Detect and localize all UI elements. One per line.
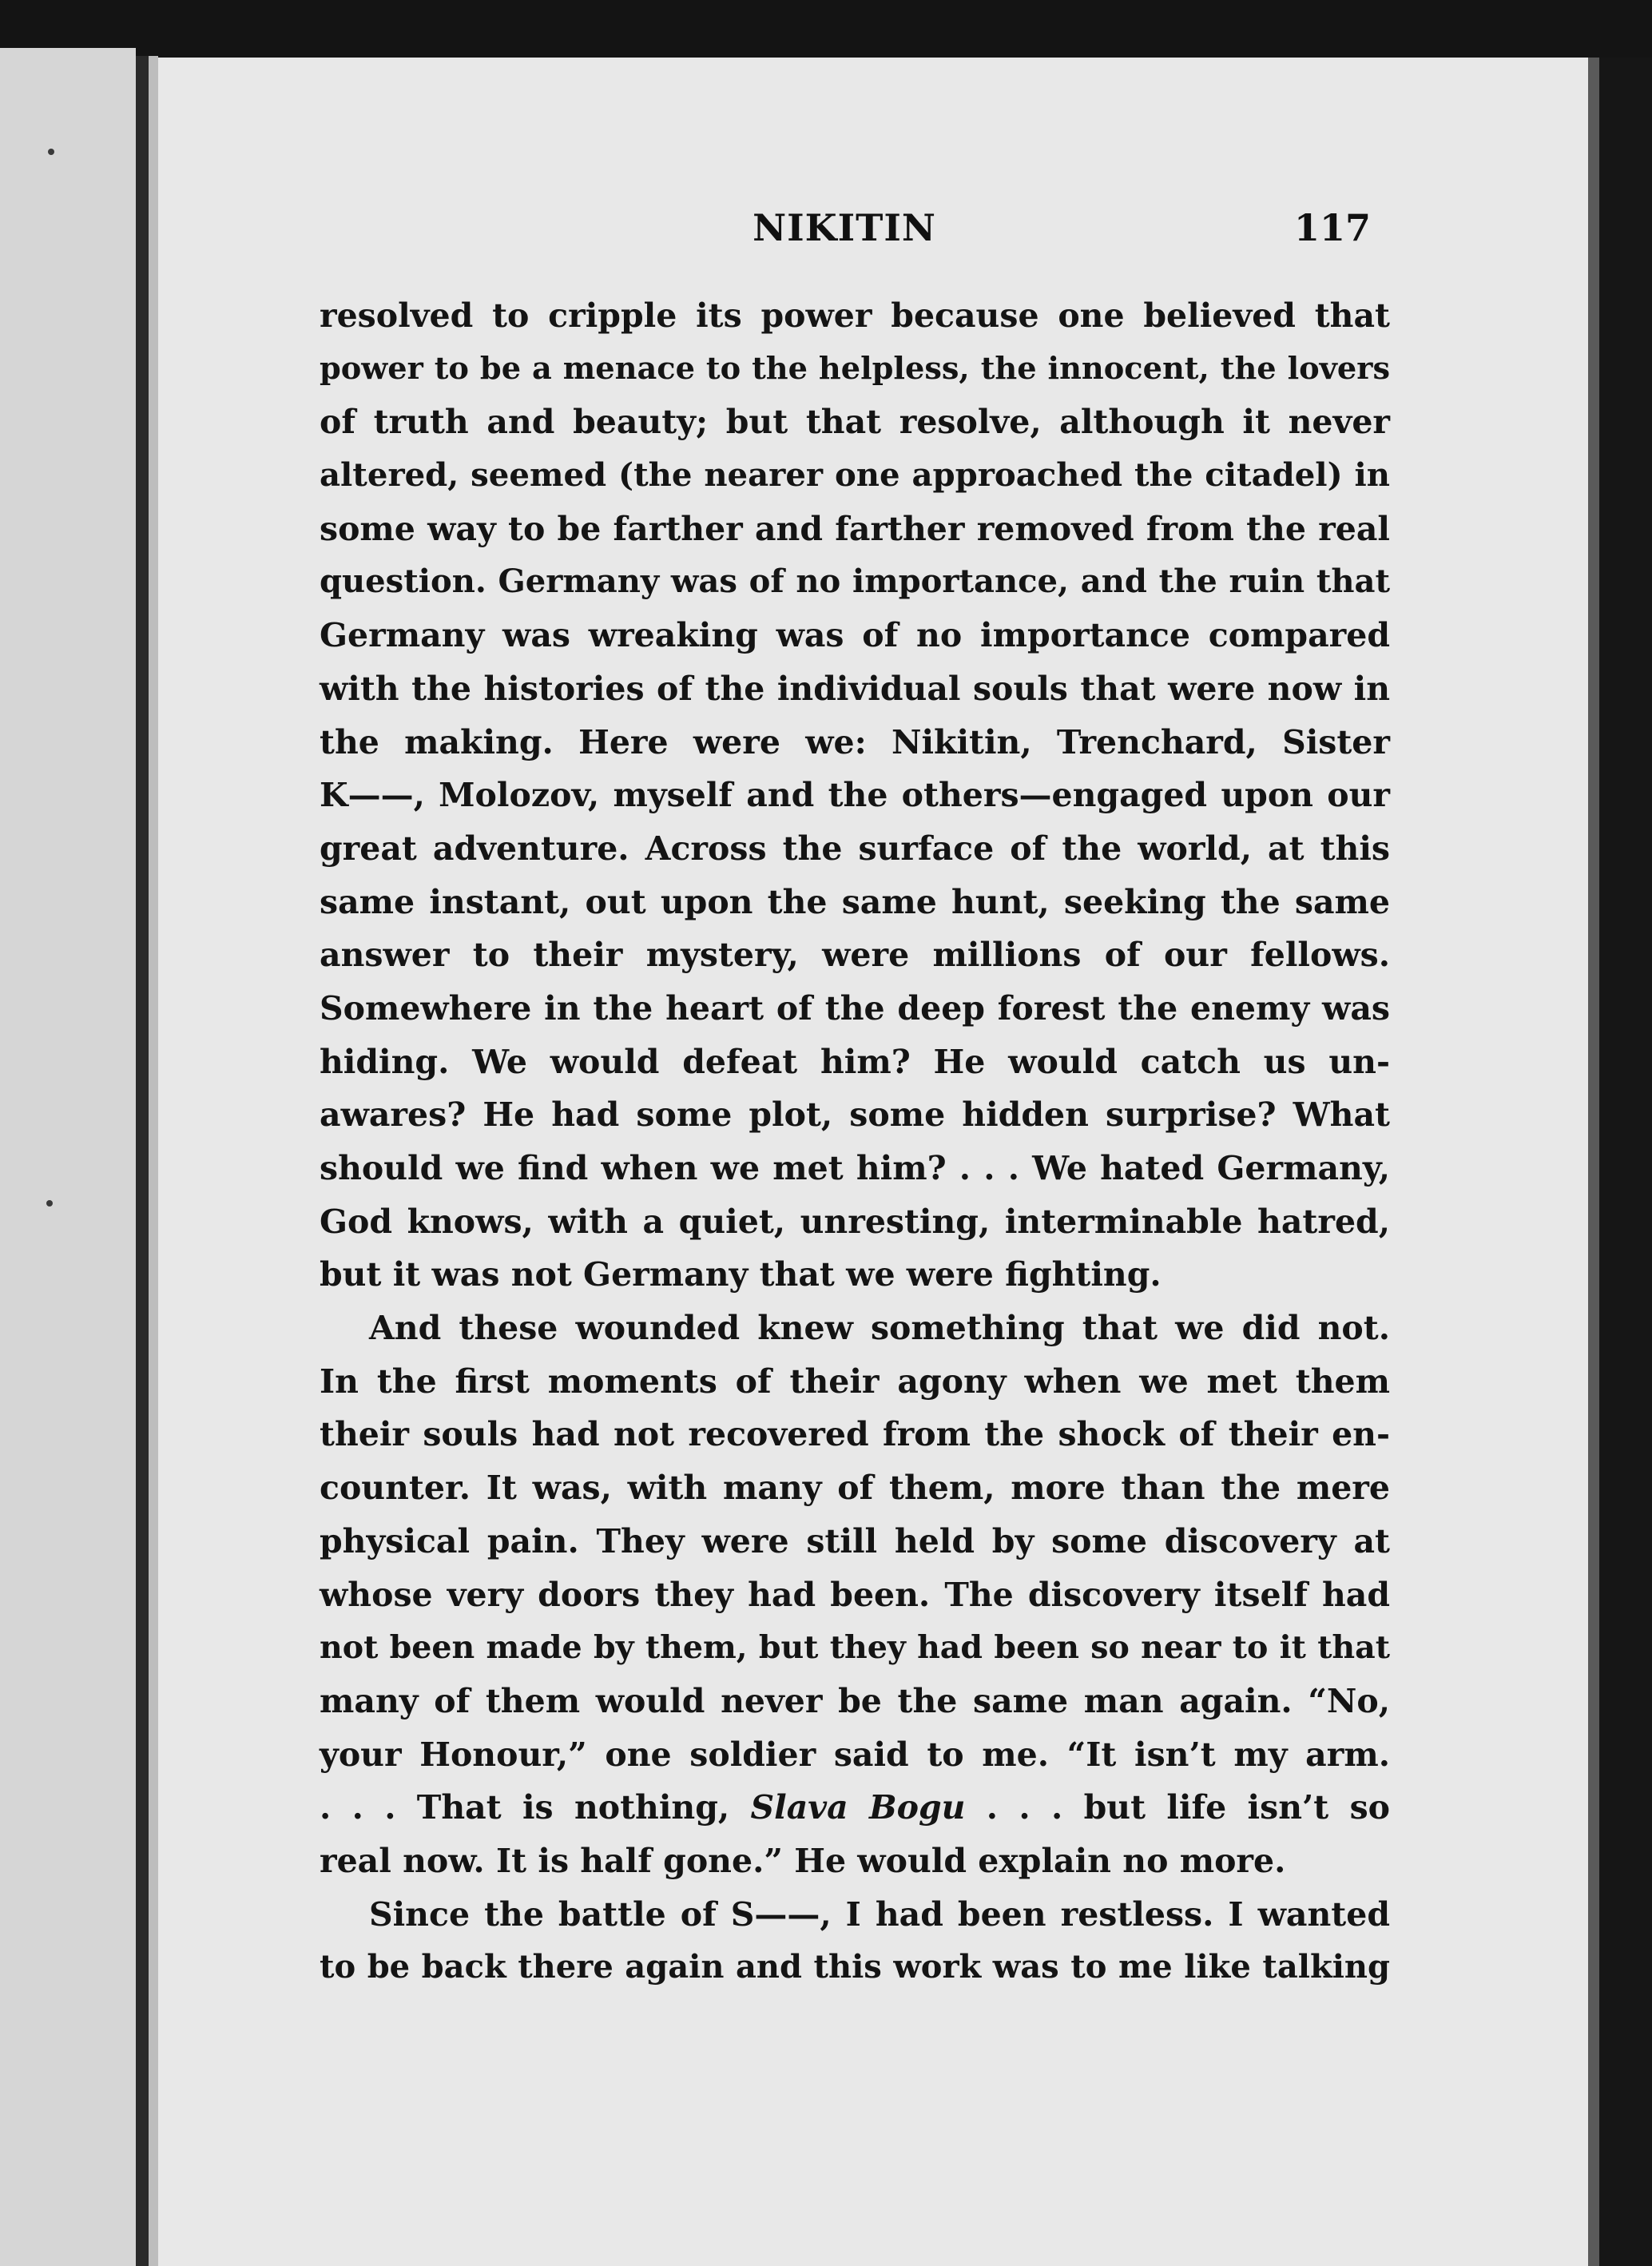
text-line: hiding. We would defeat him? He would catch us un- <box>320 1042 1390 1081</box>
text-line: but it was not Germany that we were fighting. <box>320 1255 1162 1294</box>
text-line: In the first moments of their agony when we met them <box>320 1362 1390 1401</box>
italic-phrase: Slava Bogu <box>750 1788 966 1827</box>
paragraph <box>320 1888 1390 1994</box>
text-line: And these wounded knew something that we did not. <box>369 1309 1390 1348</box>
text-line: to be back there again and this work was to me like talking <box>320 1948 1390 1986</box>
gutter-shadow <box>136 56 149 2266</box>
text-line: their souls had not recovered from the shock of their en- <box>320 1415 1390 1454</box>
text-line: many of them would never be the same man again. “No, <box>320 1681 1390 1720</box>
text-line: counter. It was, with many of them, more than the mere <box>320 1469 1390 1508</box>
paragraph <box>320 1302 1390 1888</box>
running-head <box>318 206 1371 262</box>
text-line: Germany was wreaking was of no importance compared <box>320 616 1390 655</box>
body-text <box>320 289 1390 1994</box>
text-run: . . . That is nothing, <box>320 1788 751 1827</box>
facing-page-edge <box>0 48 136 2266</box>
running-title: NIKITIN <box>753 206 936 249</box>
paragraph <box>320 289 1390 1302</box>
text-line: God knows, with a quiet, unresting, interminable hatred, <box>320 1202 1390 1241</box>
text-line: not been made by them, but they had been so near to it that <box>320 1629 1390 1667</box>
text-line: some way to be farther and farther removed from the real <box>320 509 1390 548</box>
text-line: awares? He had some plot, some hidden surprise? What <box>320 1095 1390 1135</box>
scan-speck <box>46 1200 53 1207</box>
text-line: great adventure. Across the surface of the world, at this <box>320 829 1390 868</box>
scan-speck <box>48 149 54 155</box>
text-line: real now. It is half gone.” He would explain no more. <box>320 1841 1286 1880</box>
text-run: . . . but life isn’t so <box>965 1788 1390 1827</box>
text-line: of truth and beauty; but that resolve, although it never <box>320 403 1390 442</box>
gutter-edge <box>149 56 158 2266</box>
text-line: your Honour,” one soldier said to me. “It isn’t my arm. <box>320 1735 1390 1774</box>
text-line: whose very doors they had been. The discovery itself had <box>320 1575 1390 1614</box>
text-line: power to be a menace to the helpless, the innocent, the lovers <box>320 350 1390 387</box>
text-line: answer to their mystery, were millions of our fellows. <box>320 936 1390 975</box>
text-line: the making. Here were we: Nikitin, Trenchard, Sister <box>320 722 1390 761</box>
text-line-with-italic <box>320 1781 1390 1835</box>
text-line: altered, seemed (the nearer one approached the citadel) in <box>320 456 1390 495</box>
text-line: physical pain. They were still held by some discovery at <box>320 1521 1390 1560</box>
text-line: Somewhere in the heart of the deep forest the enemy was <box>320 988 1390 1028</box>
text-line: question. Germany was of no importance, and the ruin that <box>320 563 1390 601</box>
text-line: should we find when we met him? . . . We hated Germany, <box>320 1149 1390 1187</box>
text-line: same instant, out upon the same hunt, seeking the same <box>320 882 1390 921</box>
page-right-edge <box>1588 58 1599 2266</box>
text-line: with the histories of the individual souls that were now in <box>320 669 1390 708</box>
text-line: Since the battle of S——, I had been restless. I wanted <box>369 1894 1390 1934</box>
text-line: K——, Molozov, myself and the others—engaged upon our <box>320 776 1390 815</box>
page-number: 117 <box>1293 206 1371 249</box>
text-line: resolved to cripple its power because one believed that <box>320 296 1390 335</box>
